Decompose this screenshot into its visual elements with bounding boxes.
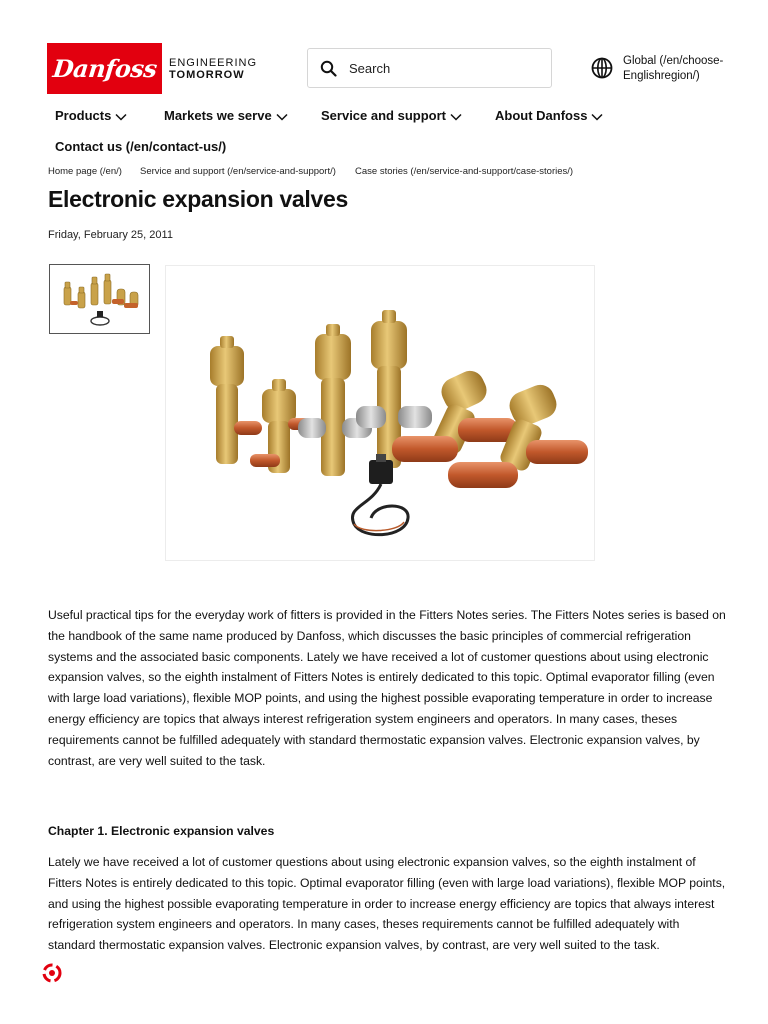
- brand-tagline: [169, 57, 257, 81]
- page-title: Electronic expansion valves: [48, 186, 348, 212]
- electronic-expansion-valves-image: [166, 266, 594, 560]
- chevron-down-icon: [276, 113, 288, 121]
- nav-markets[interactable]: [164, 108, 288, 123]
- valves-thumbnail-image: [50, 265, 149, 333]
- search-box[interactable]: [307, 48, 552, 88]
- logo-wordmark: Danfoss: [51, 54, 158, 83]
- nav-label: Products: [55, 108, 112, 123]
- region-selector-link[interactable]: Global (/en/choose-Englishregion/): [623, 55, 724, 82]
- nav-contact[interactable]: Contact us (/en/contact-us/): [55, 139, 227, 154]
- breadcrumb-service[interactable]: Service and support (/en/service-and-support/): [140, 166, 336, 177]
- breadcrumb-home[interactable]: Home page (/en/): [48, 166, 122, 177]
- nav-products[interactable]: [55, 108, 127, 123]
- nav-label: Markets we serve: [164, 108, 272, 123]
- nav-about[interactable]: [495, 108, 603, 123]
- tagline-line-1: ENGINEERING: [169, 57, 258, 69]
- product-image: [165, 265, 595, 561]
- article-paragraph: Lately we have received a lot of customer questions about using electronic expansion valves, so the eighth instalment of Fitters Notes is entirely dedicated to this topic. Optimal evaporator filling (even with large load variations), flexible MOP points, and using the highest possible evaporating temperature in order to increase energy efficiency are topics that always interest refrigeration system engineers and operators. In many cases, theses requirements cannot be fulfilled adequately with standard thermostatic expansion valves. Electronic expansion valves, by contrast, are very well suited to the task.: [48, 855, 726, 953]
- chevron-down-icon: [450, 113, 462, 121]
- chevron-down-icon: [591, 113, 603, 121]
- image-thumbnail[interactable]: [49, 264, 150, 334]
- publish-date: Friday, February 25, 2011: [48, 229, 173, 241]
- chapter-heading: Chapter 1. Electronic expansion valves: [48, 824, 275, 838]
- tagline-line-2: TOMORROW: [169, 69, 245, 81]
- nav-service-support[interactable]: [321, 108, 462, 123]
- search-input[interactable]: [347, 60, 531, 77]
- globe-icon[interactable]: [591, 57, 613, 79]
- article-paragraph: Useful practical tips for the everyday work of fitters is provided in the Fitters Notes series. The Fitters Notes series is based on the handbook of the same name produced by Danfoss, which discusses the basic principles of commercial refrigeration systems and the associated basic components. Lately we have received a lot of customer questions about using electronic expansion valves, so the eighth instalment of Fitters Notes is entirely dedicated to this topic. Optimal evaporator filling (even with large load variations), flexible MOP points, and using the highest possible evaporating temperature in order to increase energy efficiency are topics that always interest refrigeration system engineers and operators. In many cases, theses requirements cannot be fulfilled adequately with standard thermostatic expansion valves. Electronic expansion valves, by contrast, are very well suited to the task.: [48, 608, 726, 768]
- search-icon: [320, 60, 337, 77]
- nav-label: Service and support: [321, 108, 446, 123]
- nav-label: About Danfoss: [495, 108, 588, 123]
- breadcrumb-case-stories[interactable]: Case stories (/en/service-and-support/case-stories/): [355, 166, 574, 177]
- chevron-down-icon: [115, 113, 127, 121]
- overlay-badge-icon[interactable]: [41, 962, 63, 984]
- danfoss-logo[interactable]: [47, 43, 162, 94]
